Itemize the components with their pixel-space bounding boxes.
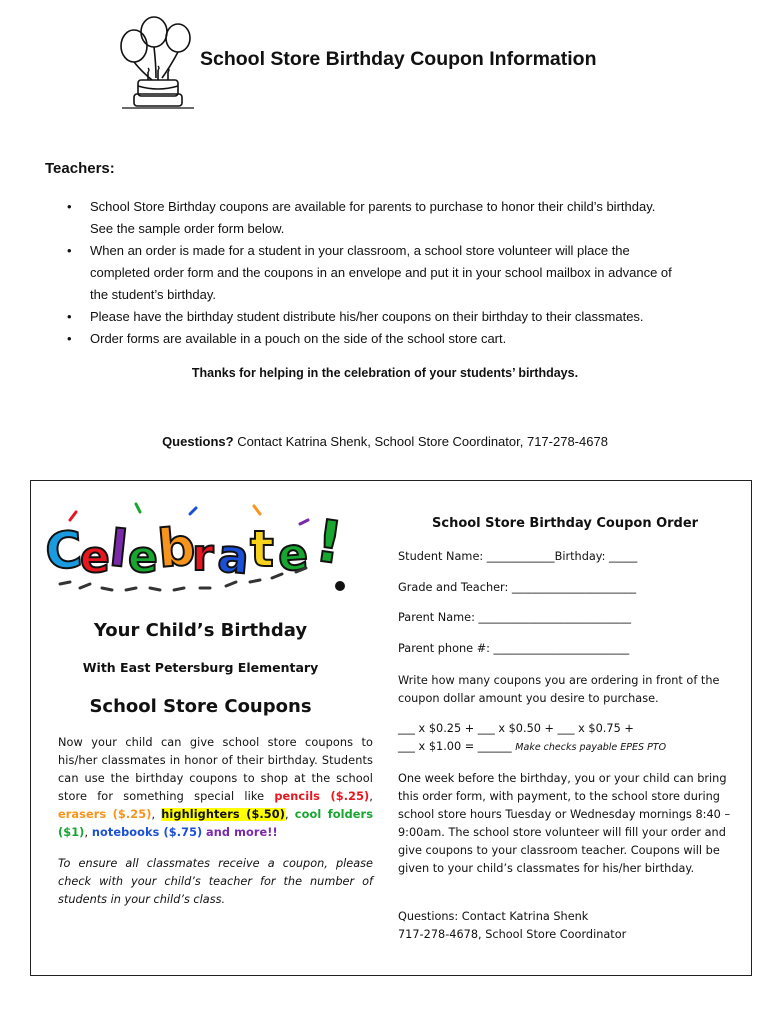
order-form-title: School Store Birthday Coupon Order [432, 516, 699, 531]
amount-line-2: ___ x $1.00 = ______ Make checks payable EPES PTO [398, 740, 667, 753]
classmates-note: To ensure all classmates receive a coupon, please check with your child’s teacher for the number of students in your child’s class. [58, 857, 373, 906]
bullet-icon: • [67, 243, 72, 258]
parent-name-field: Parent Name: ___________________________ [398, 611, 631, 624]
item-pencils: pencils ($.25) [274, 790, 370, 803]
item-notebooks: notebooks ($.75) [91, 826, 203, 839]
student-name-field: Student Name: ____________Birthday: _____ [398, 550, 638, 563]
order-contact-line-2: 717-278-4678, School Store Coordinator [398, 928, 627, 941]
item-erasers: erasers ($.25) [58, 808, 152, 821]
list-item: • School Store Birthday coupons are available for parents to purchase to honor their child’s birthday. See the sample order form below. [63, 196, 728, 240]
item-highlighters: highlighters ($.50) [161, 808, 285, 821]
coupon-description: Now your child can give school store coupons to his/her classmates in honor of their birthday. Students can use the birthday coupons to shop at the school store for something special like pencils ($.25), erasers ($.25), highlighters ($.50), cool folders ($1), notebooks ($.75) and more!! [58, 736, 374, 839]
bullet-icon: • [67, 331, 72, 346]
svg-text:e: e [80, 532, 110, 583]
parent-phone-field: Parent phone #: ________________________ [398, 642, 630, 655]
item-more: and more!! [206, 826, 278, 839]
list-item: • When an order is made for a student in your classroom, a school store volunteer will place the completed order form and the coupons in an envelope and put it in your school mailbox in advance of the student’s birthday. [63, 240, 728, 306]
pickup-instructions: One week before the birthday, you or your child can bring this order form, with payment, to the school store during school store hours Tuesday or Wednesday mornings 8:40 – 9:00am. The school store volunteer will fill your order and give coupons to your classroom teacher. Coupons will be given to your child’s classmates for his/her birthday. [398, 772, 731, 875]
checks-payable-note: Make checks payable EPES PTO [515, 742, 667, 753]
svg-text:a: a [215, 528, 252, 585]
list-item: • Please have the birthday student distribute his/her coupons on their birthday to their classmates. [63, 306, 728, 328]
order-contact-line-1: Questions: Contact Katrina Shenk [398, 910, 589, 923]
amount-line-1: ___ x $0.25 + ___ x $0.50 + ___ x $0.75 + [398, 722, 634, 735]
teachers-bullet-list [63, 196, 728, 350]
balloons-cake-icon [112, 12, 202, 112]
bullet-icon: • [67, 199, 72, 214]
school-store-coupons-heading: School Store Coupons [89, 696, 312, 717]
order-instructions: Write how many coupons you are ordering in front of the coupon dollar amount you desire to purchase. [398, 674, 720, 705]
svg-text:l: l [107, 519, 131, 579]
svg-text:C: C [43, 520, 85, 581]
questions-contact [0, 434, 770, 449]
page-title: School Store Birthday Coupon Information [200, 48, 597, 70]
child-birthday-heading: Your Child’s Birthday [93, 620, 308, 641]
svg-text:e: e [276, 528, 310, 582]
svg-text:b: b [155, 516, 198, 580]
svg-text:!: ! [311, 506, 347, 578]
questions-label: Questions? [162, 434, 234, 449]
bullet-icon: • [67, 309, 72, 324]
celebrate-banner-icon [40, 500, 360, 600]
thanks-note: Thanks for helping in the celebration of your students’ birthdays. [191, 366, 579, 380]
svg-text:r: r [192, 530, 214, 581]
svg-text:t: t [250, 520, 274, 578]
grade-teacher-field: Grade and Teacher: ______________________ [398, 581, 637, 594]
svg-text:e: e [128, 532, 158, 583]
list-item: • Order forms are available in a pouch on the side of the school store cart. [63, 328, 728, 350]
school-name: With East Petersburg Elementary [82, 660, 319, 675]
item-folders: cool folders ($1) [58, 808, 374, 839]
teachers-heading: Teachers: [45, 160, 115, 177]
questions-text: Contact Katrina Shenk, School Store Coordinator, 717-278-4678 [233, 434, 608, 449]
